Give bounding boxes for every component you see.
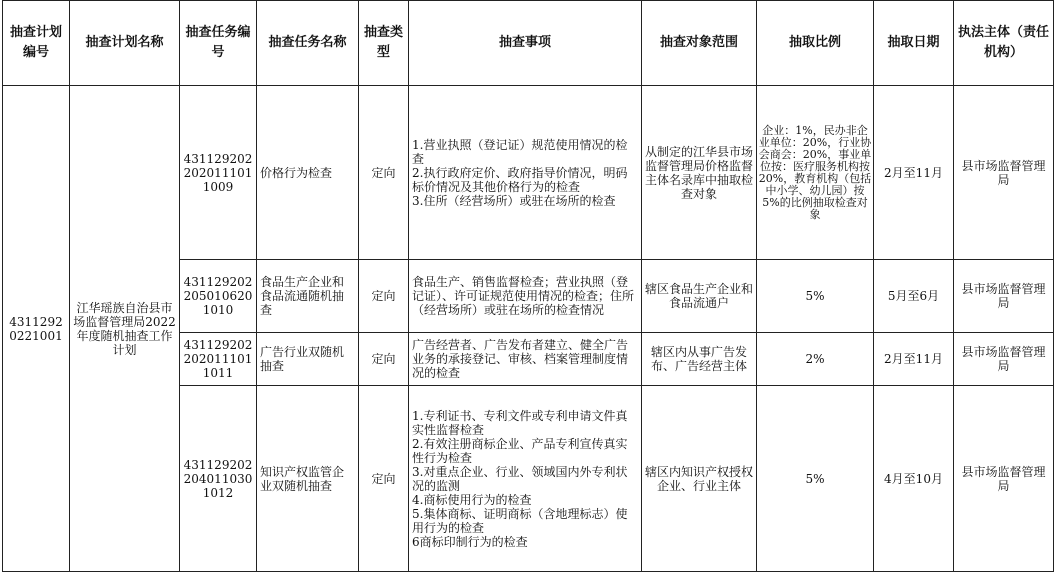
inspection-type: 定向	[359, 386, 409, 572]
header-date: 抽取日期	[874, 1, 954, 86]
task-number: 4311292022040110301012	[180, 386, 257, 572]
inspection-type: 定向	[359, 260, 409, 333]
table-row	[3, 86, 1054, 260]
enforcement-agency: 县市场监督管理局	[954, 86, 1054, 260]
task-number: 4311292022020111011009	[180, 86, 257, 260]
sampling-ratio: 2%	[757, 333, 874, 386]
sampling-ratio: 5%	[757, 260, 874, 333]
sampling-date: 2月至11月	[874, 333, 954, 386]
header-agency: 执法主体（责任机构）	[954, 1, 1054, 86]
inspection-type: 定向	[359, 333, 409, 386]
sampling-ratio: 企业：1%，民办非企业单位：20%，行业协会商会：20%，事业单位按：医疗服务机构按20%，教育机构（包括中小学、幼儿园）按5%的比例抽取检查对象	[757, 86, 874, 260]
inspection-items: 1.专利证书、专利文件或专利申请文件真实性监督检查 2.有效注册商标企业、产品专利宣传真实性行为检查 3.对重点企业、行业、领域国内外专利状况的监测 4.商标使用行为的检查 5.集体商标、证明商标（含地理标志）使用行为的检查 6商标印制行为的检查	[409, 386, 642, 572]
inspection-items: 食品生产、销售监督检查；营业执照（登记证）、许可证规范使用情况的检查；住所（经营场所）或驻在场所的检查情况	[409, 260, 642, 333]
header-ratio: 抽取比例	[757, 1, 874, 86]
random-inspection-plan-table	[2, 0, 1054, 572]
enforcement-agency: 县市场监督管理局	[954, 386, 1054, 572]
inspection-scope: 辖区食品生产企业和食品流通户	[642, 260, 757, 333]
inspection-scope: 辖区内从事广告发布、广告经营主体	[642, 333, 757, 386]
task-name: 价格行为检查	[257, 86, 359, 260]
header-row	[3, 1, 1054, 86]
header-type: 抽查类型	[359, 1, 409, 86]
task-number: 4311292022020111011011	[180, 333, 257, 386]
enforcement-agency: 县市场监督管理局	[954, 333, 1054, 386]
task-name: 广告行业双随机抽查	[257, 333, 359, 386]
header-plan-no: 抽查计划编号	[3, 1, 70, 86]
header-plan-name: 抽查计划名称	[70, 1, 180, 86]
sampling-date: 2月至11月	[874, 86, 954, 260]
task-number: 4311292022050106201010	[180, 260, 257, 333]
header-task-name: 抽查任务名称	[257, 1, 359, 86]
inspection-items: 广告经营者、广告发布者建立、健全广告业务的承接登记、审核、档案管理制度情况的检查	[409, 333, 642, 386]
enforcement-agency: 县市场监督管理局	[954, 260, 1054, 333]
inspection-scope: 从制定的江华县市场监督管理局价格监督主体名录库中抽取检查对象	[642, 86, 757, 260]
plan-name: 江华瑶族自治县市场监督管理局2022年度随机抽查工作计划	[70, 86, 180, 572]
sampling-date: 5月至6月	[874, 260, 954, 333]
inspection-scope: 辖区内知识产权授权企业、行业主体	[642, 386, 757, 572]
header-items: 抽查事项	[409, 1, 642, 86]
task-name: 食品生产企业和食品流通随机抽查	[257, 260, 359, 333]
sampling-date: 4月至10月	[874, 386, 954, 572]
task-name: 知识产权监管企业双随机抽查	[257, 386, 359, 572]
inspection-items: 1.营业执照（登记证）规范使用情况的检查 2.执行政府定价、政府指导价情况，明码标价情况及其他价格行为的检查 3.住所（经营场所）或驻在场所的检查	[409, 86, 642, 260]
sampling-ratio: 5%	[757, 386, 874, 572]
inspection-type: 定向	[359, 86, 409, 260]
header-task-no: 抽查任务编号	[180, 1, 257, 86]
plan-number: 43112920221001	[3, 86, 70, 572]
header-scope: 抽查对象范围	[642, 1, 757, 86]
